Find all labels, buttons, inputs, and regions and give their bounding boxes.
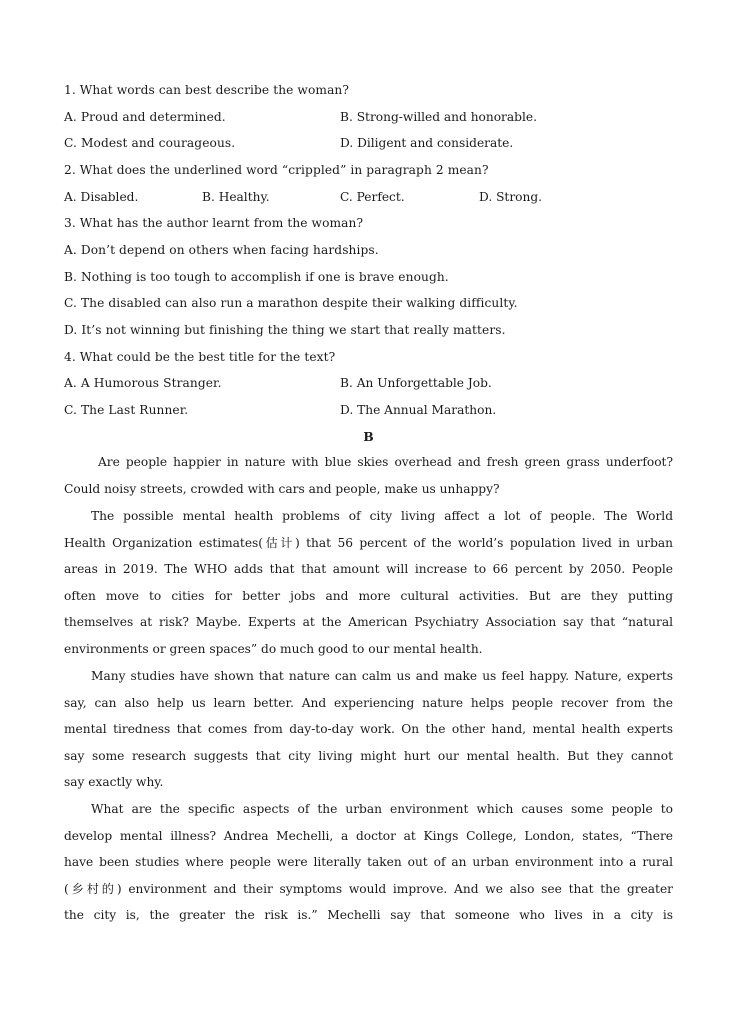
question-3-option-a: A. Don’t depend on others when facing hardships. [64, 243, 379, 257]
question-4-stem: 4. What could be the best title for the text? [64, 350, 336, 364]
passage-paragraph-1 [64, 449, 673, 502]
paragraph-line: say some research suggests that city living might hurt our mental health. But they cannot [64, 748, 673, 763]
question-1-option-a: A. Proud and determined. [64, 110, 226, 124]
paragraph-line: often move to cities for better jobs and more cultural activities. But are they putting [64, 588, 673, 603]
question-1-option-b: B. Strong-willed and honorable. [340, 110, 537, 124]
question-3-stem: 3. What has the author learnt from the woman? [64, 216, 364, 230]
section-heading: B [363, 430, 374, 444]
paragraph-line: (乡村的) environment and their symptoms would improve. And we also see that the greater [64, 881, 673, 896]
paragraph-line: the city is, the greater the risk is.” Mechelli say that someone who lives in a city is [64, 908, 673, 923]
paragraph-line: The possible mental health problems of city living affect a lot of people. The World [91, 509, 673, 523]
paragraph-line: mental tiredness that comes from day-to-day work. On the other hand, mental health experts [64, 722, 673, 737]
question-4-option-c: C. The Last Runner. [64, 403, 189, 417]
passage-paragraph-2 [64, 503, 673, 663]
question-3-option-c: C. The disabled can also run a marathon despite their walking difficulty. [64, 296, 518, 310]
question-2-stem: 2. What does the underlined word “crippled” in paragraph 2 mean? [64, 163, 489, 177]
question-2-option-a: A. Disabled. [64, 190, 139, 204]
paragraph-line: Could noisy streets, crowded with cars and people, make us unhappy? [64, 481, 500, 496]
paragraph-line: environments or green spaces” do much good to our mental health. [64, 641, 483, 656]
paragraph-line: areas in 2019. The WHO adds that that amount will increase to 66 percent by 2050. People [64, 562, 673, 577]
question-2-option-c: C. Perfect. [340, 190, 405, 204]
question-4-option-a: A. A Humorous Stranger. [64, 376, 222, 390]
question-1-stem: 1. What words can best describe the woman? [64, 83, 350, 97]
paragraph-line: Health Organization estimates(估计) that 56 percent of the world’s population lived in urban [64, 535, 673, 550]
question-4-option-b: B. An Unforgettable Job. [340, 376, 492, 390]
question-1-option-c: C. Modest and courageous. [64, 136, 236, 150]
paragraph-line: Many studies have shown that nature can calm us and make us feel happy. Nature, experts [91, 669, 673, 683]
question-3-option-d: D. It’s not winning but finishing the thing we start that really matters. [64, 323, 506, 337]
passage-paragraph-3 [64, 663, 673, 796]
question-3-option-b: B. Nothing is too tough to accomplish if one is brave enough. [64, 270, 449, 284]
paragraph-line: themselves at risk? Maybe. Experts at the American Psychiatry Association say that “natural [64, 615, 673, 630]
question-1-option-d: D. Diligent and considerate. [340, 136, 514, 150]
paragraph-line: Are people happier in nature with blue skies overhead and fresh green grass underfoot? [98, 455, 673, 469]
question-4-option-d: D. The Annual Marathon. [340, 403, 497, 417]
paragraph-line: develop mental illness? Andrea Mechelli, a doctor at Kings College, London, states, “There [64, 828, 673, 843]
paragraph-line: What are the specific aspects of the urban environment which causes some people to [91, 802, 673, 816]
paragraph-line: say exactly why. [64, 775, 164, 790]
paragraph-line: have been studies where people were literally taken out of an urban environment into a rural [64, 855, 673, 870]
passage-paragraph-4 [64, 796, 673, 929]
paragraph-line: say, can also help us learn better. And experiencing nature helps people recover from the [64, 695, 673, 710]
question-2-option-d: D. Strong. [479, 190, 543, 204]
question-2-option-b: B. Healthy. [202, 190, 270, 204]
